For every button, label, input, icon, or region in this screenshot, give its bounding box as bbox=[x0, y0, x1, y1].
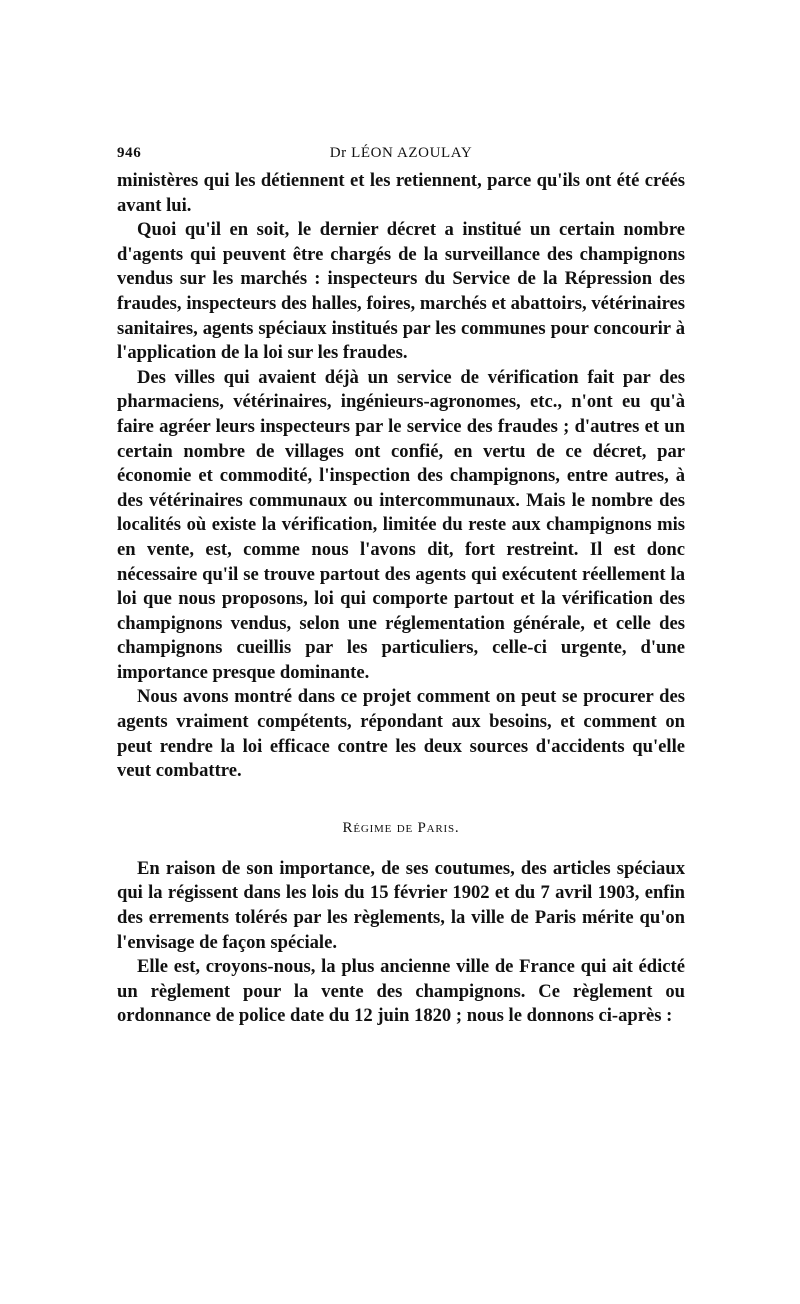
paragraph: Nous avons montré dans ce projet comment on peut se procurer des agents vraiment compétents, répondant aux besoins, et comment on peut rendre la loi efficace contre les deux sources d'accidents qu'elle veut combattre. bbox=[117, 686, 685, 782]
body-text-after bbox=[117, 857, 685, 1029]
book-page bbox=[117, 145, 685, 1029]
paragraph: Des villes qui avaient déjà un service de vérification fait par des pharmaciens, vétérinaires, ingénieurs-agronomes, etc., n'ont eu qu'à faire agréer leurs inspecteurs par le service des fraudes ; d'autres et un certain nombre de villages ont confié, en vertu de ce décret, par économie et commodité, l'inspection des champignons, entre autres, à des vétérinaires communaux ou intercommunaux. Mais le nombre des localités où existe la vérification, limitée du reste aux champignons mis en vente, est, comme nous l'avons dit, fort restreint. Il est donc nécessaire qu'il se trouve partout des agents qui exécutent réellement la loi que nous proposons, loi qui comporte partout et la vérification des champignons vendus, selon une réglementation générale, et celle des champignons cueillis par les particuliers, celle-ci urgente, d'une importance presque dominante. bbox=[117, 366, 685, 683]
paragraph: En raison de son importance, de ses coutumes, des articles spéciaux qui la régissent dans les lois du 15 février 1902 et du 7 avril 1903, enfin des errements tolérés par les règlements, la ville de Paris mérite qu'on l'envisage de façon spéciale. bbox=[117, 857, 685, 953]
body-text-before bbox=[117, 169, 685, 784]
running-title: Dr LÉON AZOULAY bbox=[329, 145, 473, 161]
paragraph: Quoi qu'il en soit, le dernier décret a institué un certain nombre d'agents qui peuvent être chargés de la surveillance des champignons vendus sur les marchés : inspecteurs du Service de la Répression des fraudes, inspecteurs des halles, foires, marchés et abattoirs, vétérinaires sanitaires, agents spéciaux institués par les communes pour concourir à l'application de la loi sur les fraudes. bbox=[117, 219, 685, 364]
paragraph: ministères qui les détiennent et les retiennent, parce qu'ils ont été créés avant lui. bbox=[117, 170, 685, 216]
running-head bbox=[117, 145, 685, 169]
page-number: 946 bbox=[117, 145, 142, 161]
section-heading: Régime de Paris. bbox=[342, 819, 460, 836]
paragraph: Elle est, croyons-nous, la plus ancienne ville de France qui ait édicté un règlement pour la vente des champignons. Ce règlement ou ordonnance de police date du 12 juin 1820 ; nous le donnons ci-après : bbox=[117, 956, 685, 1027]
